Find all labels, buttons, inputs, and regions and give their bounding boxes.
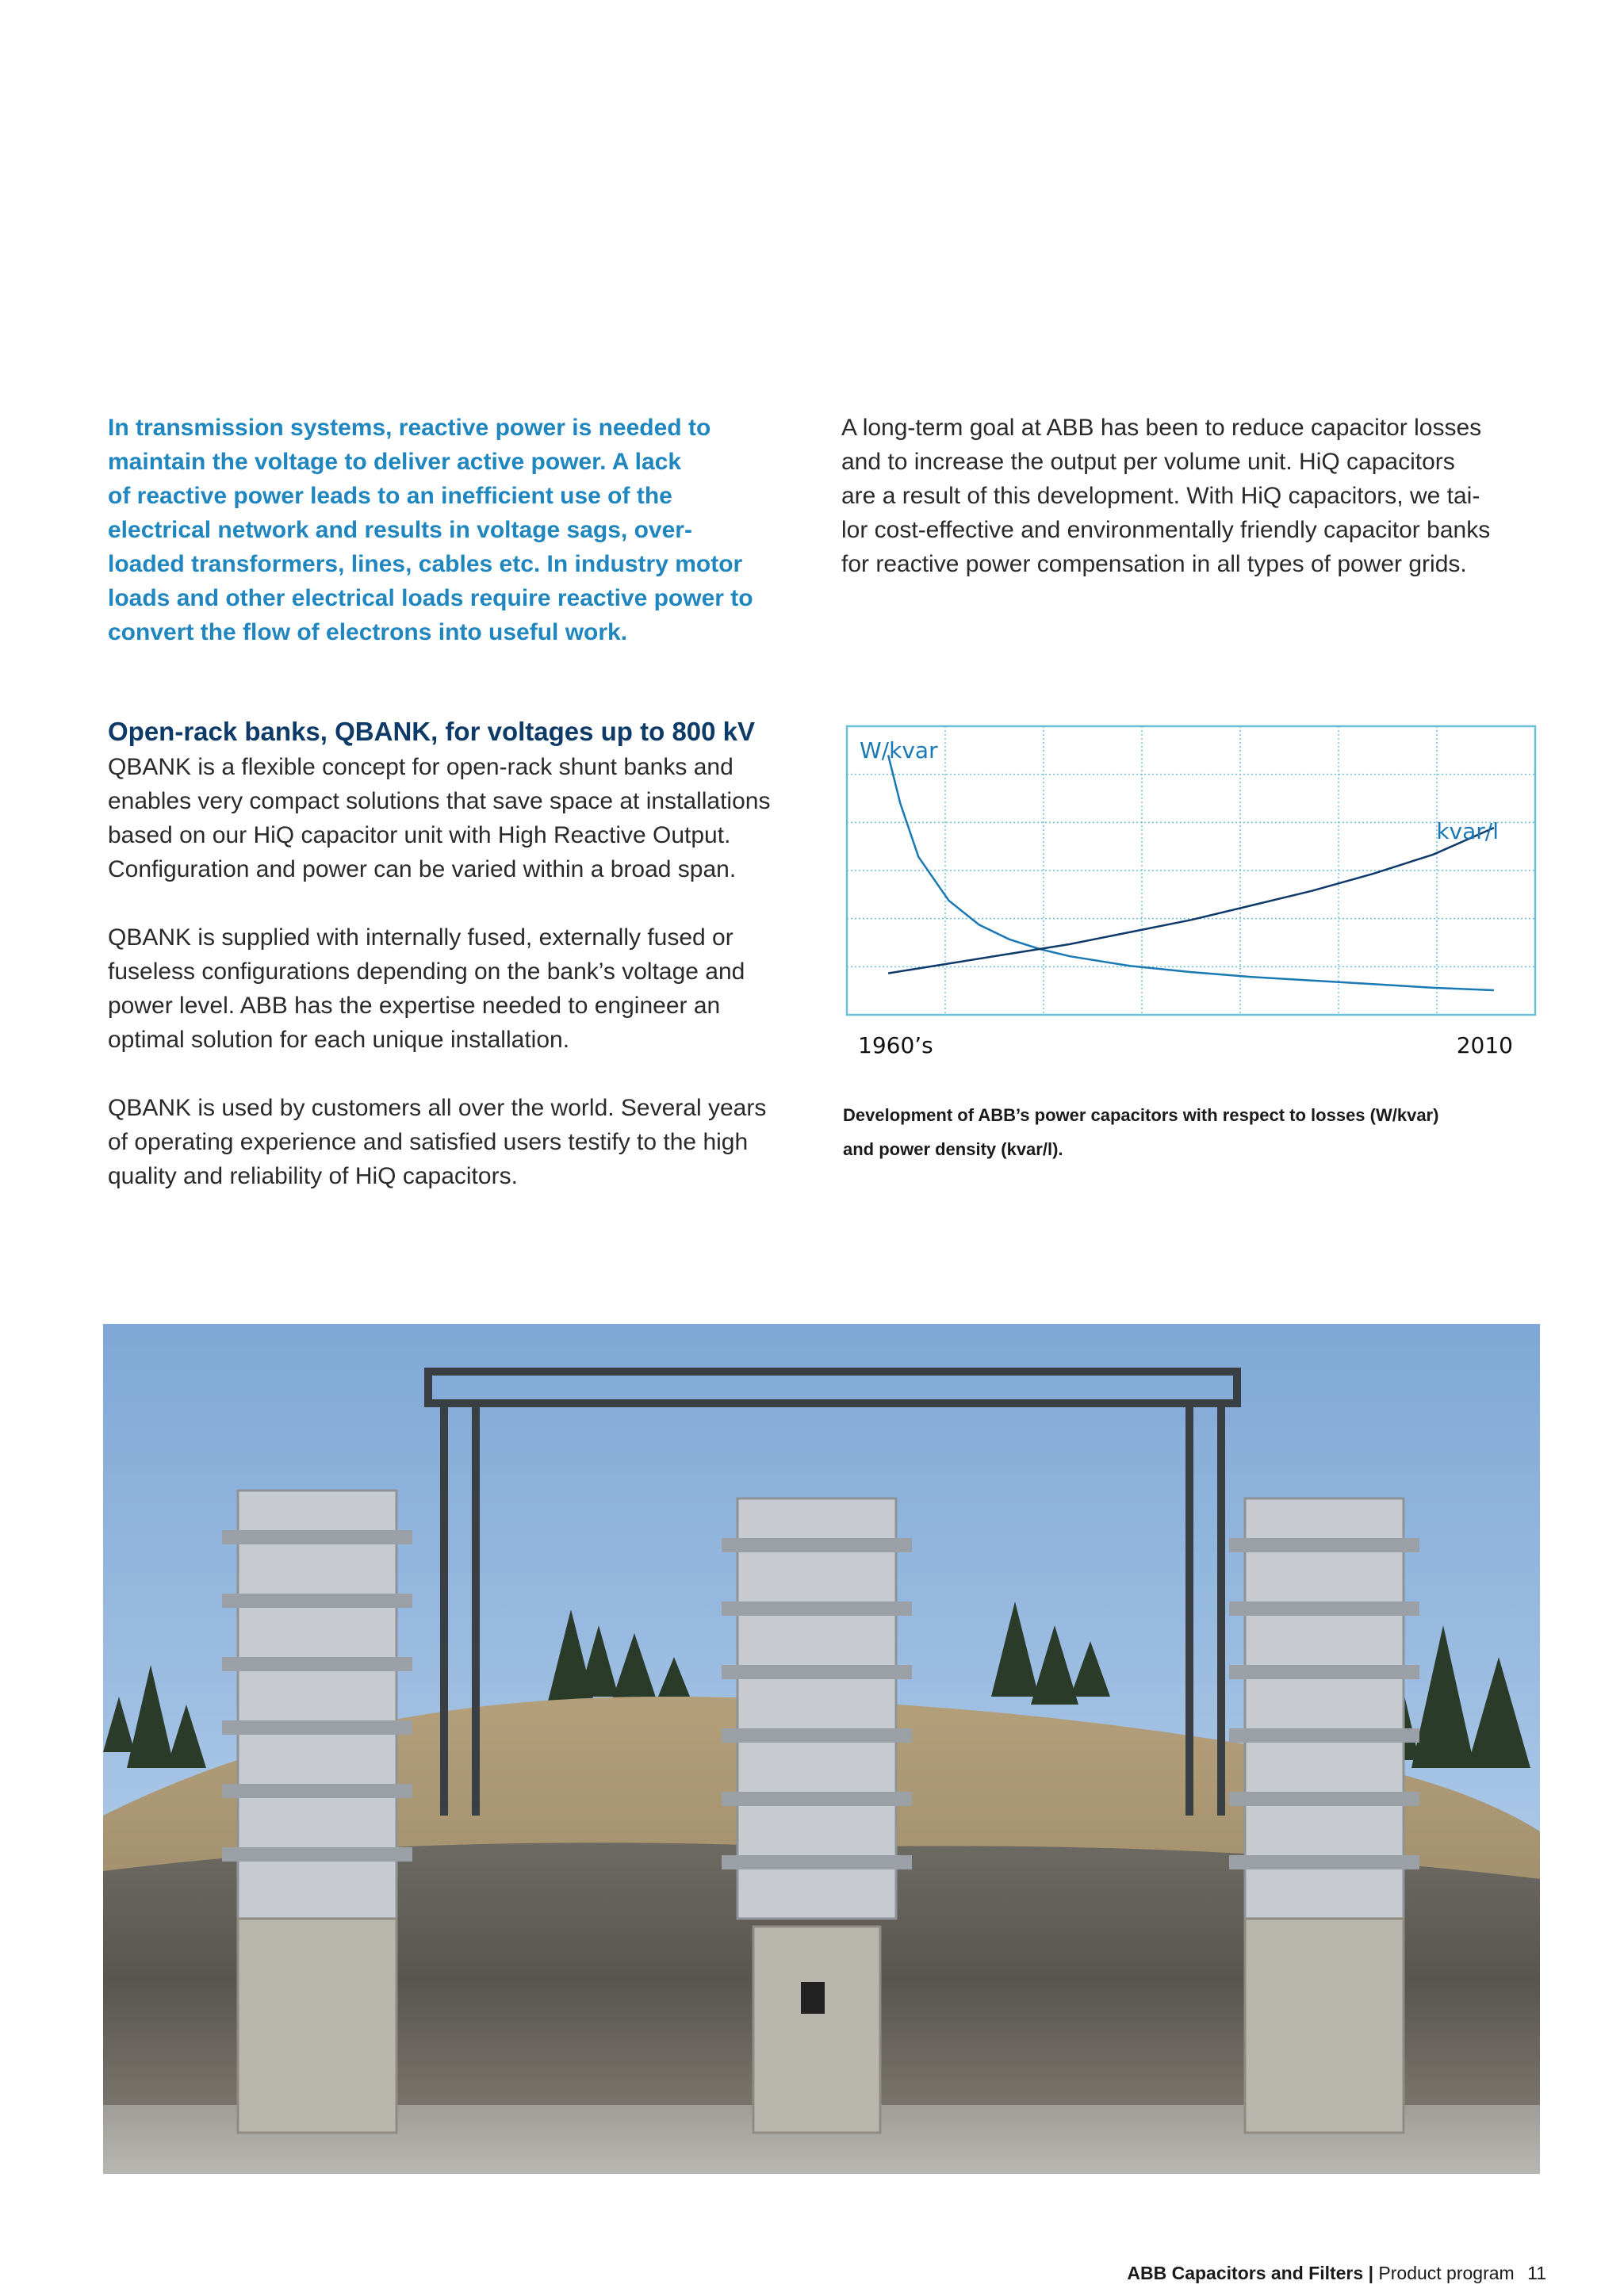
- series-label-wkvar: W/kvar: [860, 737, 938, 763]
- intro-right-paragraph: [841, 411, 1555, 581]
- intro-right-line: for reactive power compensation in all types of power grids.: [841, 551, 1467, 577]
- qbank-paragraph-1: [108, 750, 822, 886]
- intro-lead-line: In transmission systems, reactive power is needed to: [108, 415, 711, 441]
- chart-caption: [843, 1098, 1541, 1166]
- page-footer: [1127, 2263, 1546, 2284]
- capacitor-bank-photo: [103, 1324, 1540, 2174]
- series-line-wkvar: [888, 755, 1494, 990]
- intro-lead-line: maintain the voltage to deliver active power. A lack: [108, 449, 682, 475]
- intro-right-line: lor cost-effective and environmentally friendly capacitor banks: [841, 517, 1491, 543]
- intro-lead-line: electrical network and results in voltage sags, over-: [108, 517, 692, 543]
- paragraph-line: of operating experience and satisfied users testify to the high: [108, 1129, 749, 1155]
- series-label-kvarl: kvar/l: [1436, 818, 1499, 844]
- chart-svg: [845, 725, 1540, 1058]
- paragraph-line: QBANK is supplied with internally fused, externally fused or: [108, 924, 733, 951]
- paragraph-line: quality and reliability of HiQ capacitors.: [108, 1163, 518, 1189]
- paragraph-line: QBANK is used by customers all over the world. Several years: [108, 1095, 767, 1121]
- caption-line: Development of ABB’s power capacitors with respect to losses (W/kvar): [843, 1105, 1439, 1125]
- paragraph-line: optimal solution for each unique installation.: [108, 1027, 570, 1053]
- x-tick-label-start: 1960’s: [858, 1032, 933, 1058]
- paragraph-line: QBANK is a flexible concept for open-rack shunt banks and: [108, 754, 733, 780]
- footer-company: ABB Capacitors and Filters: [1127, 2263, 1364, 2283]
- capacitor-development-chart: [845, 725, 1540, 1058]
- footer-separator: |: [1368, 2263, 1374, 2283]
- section-heading: Open-rack banks, QBANK, for voltages up to 800 kV: [108, 717, 756, 746]
- substation-illustration: [103, 1324, 1540, 2174]
- x-tick-label-end: 2010: [1456, 1032, 1513, 1058]
- intro-right-line: and to increase the output per volume unit. HiQ capacitors: [841, 449, 1455, 475]
- footer-document: Product program: [1378, 2263, 1515, 2283]
- series-line-kvarl: [888, 828, 1494, 974]
- page-number: 11: [1527, 2263, 1546, 2283]
- caption-line: and power density (kvar/l).: [843, 1139, 1063, 1159]
- paragraph-line: Configuration and power can be varied within a broad span.: [108, 856, 737, 882]
- paragraph-line: based on our HiQ capacitor unit with High Reactive Output.: [108, 822, 731, 848]
- qbank-paragraph-3: [108, 1091, 822, 1193]
- intro-lead-line: loads and other electrical loads require reactive power to: [108, 585, 753, 611]
- intro-right-line: A long-term goal at ABB has been to reduce capacitor losses: [841, 415, 1482, 441]
- qbank-paragraph-2: [108, 920, 822, 1057]
- intro-lead-paragraph: [108, 411, 822, 649]
- intro-lead-line: convert the flow of electrons into useful work.: [108, 619, 628, 645]
- paragraph-line: power level. ABB has the expertise needed to engineer an: [108, 993, 721, 1019]
- paragraph-line: enables very compact solutions that save space at installations: [108, 788, 771, 814]
- intro-lead-line: of reactive power leads to an inefficient use of the: [108, 483, 672, 509]
- intro-lead-line: loaded transformers, lines, cables etc. In industry motor: [108, 551, 743, 577]
- qbank-section: [108, 714, 822, 1227]
- intro-right-line: are a result of this development. With HiQ capacitors, we tai-: [841, 483, 1480, 509]
- paragraph-line: fuseless configurations depending on the bank’s voltage and: [108, 959, 745, 985]
